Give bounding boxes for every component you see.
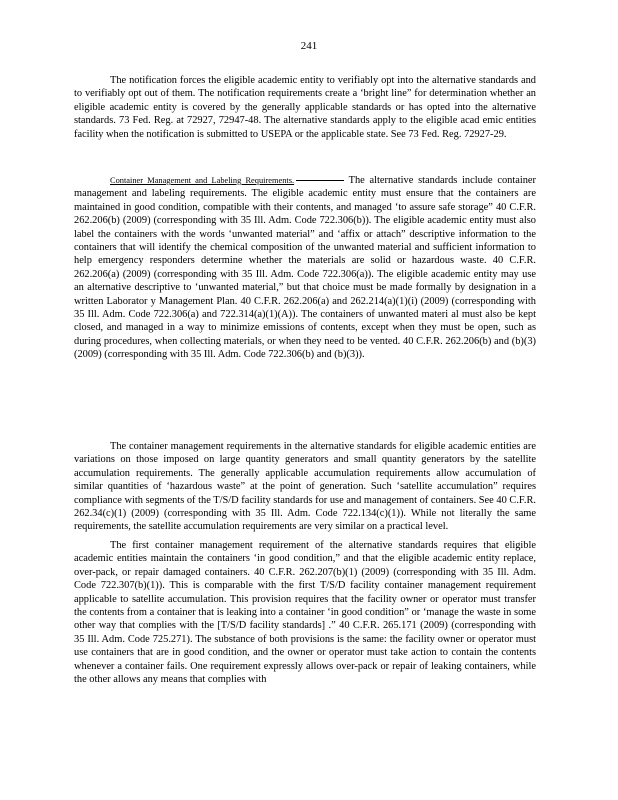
paragraph-text: The container management requirements in the alternative standards for eligible academic entities are variations on those imposed on large quantity generators and small quantity generators by the satellite accumulation requirements. The generally applicable accumulation requirements allow accumulation of similar quantities of ‘hazardous waste” at the point of generation. Such ‘satellite accumulation” requires compliance with segments of the T/S/D facility standards for use and management of containers. See 40 C.F.R. 262.34(c)(1) (2009) (corresponding with 35 Ill. Adm. Code 722.134(c)(1)). While not literally the same requirements, the satellite accumulation requirements are very similar on a practical level. — [74, 441, 536, 533]
paragraph-text: The first container management requirement of the alternative standards requires that eligible academic entities maintain the containers ‘in good condition,” and that the eligible academic entity replace, over-pack, or repair damaged containers. 40 C.F.R. 262.207(b)(1) (2009) (corresponding with 35 Ill. Adm. Code 722.307(b)(1)). This is comparable with the first T/S/D facility container management requirement applicable to satellite accumulation. This provision requires that the facility owner or operator must transfer the contents from a container that is leaking into a container ‘in good condition” or ‘manage the waste in some other way that complies with the [T/S/D facility standards] .” 40 C.F.R. 265.171 (2009) (corresponding with 35 Ill. Adm. Code 725.271). The substance of both provisions is the same: the facility owner or operator must use containers that are in good condition, and the owner or operator must take action to contain the contents whenever a container fails. One requirement expressly allows over-pack or repair of leaking containers, while the other allows any means that complies with — [74, 540, 536, 686]
section-heading: Container Management and Labeling Requirements. — [110, 176, 295, 185]
paragraph-text: The notification forces the eligible academic entity to verifiably opt into the alternative standards and to verifiably opt out of them. The notification requirements create a ‘bright line” for determination whether an eligible academic entity is covered by the generally applicable standards or has opted into the alternative standards. 73 Fed. Reg. at 72927, 72947-48. The alternative standards apply to the eligible acad emic entities facility when the notification is submitted to USEPA or the applicable state. See 73 Fed. Reg. 72927-29. — [74, 75, 536, 140]
paragraph-notification — [74, 74, 536, 141]
heading-underline-rule — [296, 180, 344, 181]
paragraph-satellite-accumulation — [74, 440, 536, 534]
paragraph-first-requirement — [74, 539, 536, 686]
page-number: 241 — [300, 40, 318, 52]
paragraph-container-management — [74, 174, 536, 362]
paragraph-text: The alternative standards include container management and labeling requirements. The eligible academic entity must ensure that the containers are maintained in good condition, compatible with their contents, and managed ‘to assure safe storage” 40 C.F.R. 262.206(b) (2009) (corresponding with 35 Ill. Adm. Code 722.306(b)). The eligible academic entity must also label the containers with the words ‘unwanted material” and ‘affix or attach” descriptive information to the containers that will identify the chemical composition of the unwanted material and sufficient information to help emergency responders determine whether the materials are solid or hazardous waste. 40 C.F.R. 262.206(a) (2009) (corresponding with 35 Ill. Adm. Code 722.306(a)). The eligible academic entity may use an alternative descriptive to ‘unwanted material,” but that choice must be made formally by designation in a written Laborator y Management Plan. 40 C.F.R. 262.206(a) and 262.214(a)(1)(i) (2009) (corresponding with 35 Ill. Adm. Code 722.306(a) and 722.314(a)(1)(A)). The containers of unwanted materi al must also be kept closed, and managed in a way to minimize emissions of contents, except when they must be open, such as during procedures, when collecting materials, or when they need to be vented. 40 C.F.R. 262.206(b) and (b)(3) (2009) (corresponding with 35 Ill. Adm. Code 722.306(b) and (b)(3)). — [74, 175, 537, 361]
